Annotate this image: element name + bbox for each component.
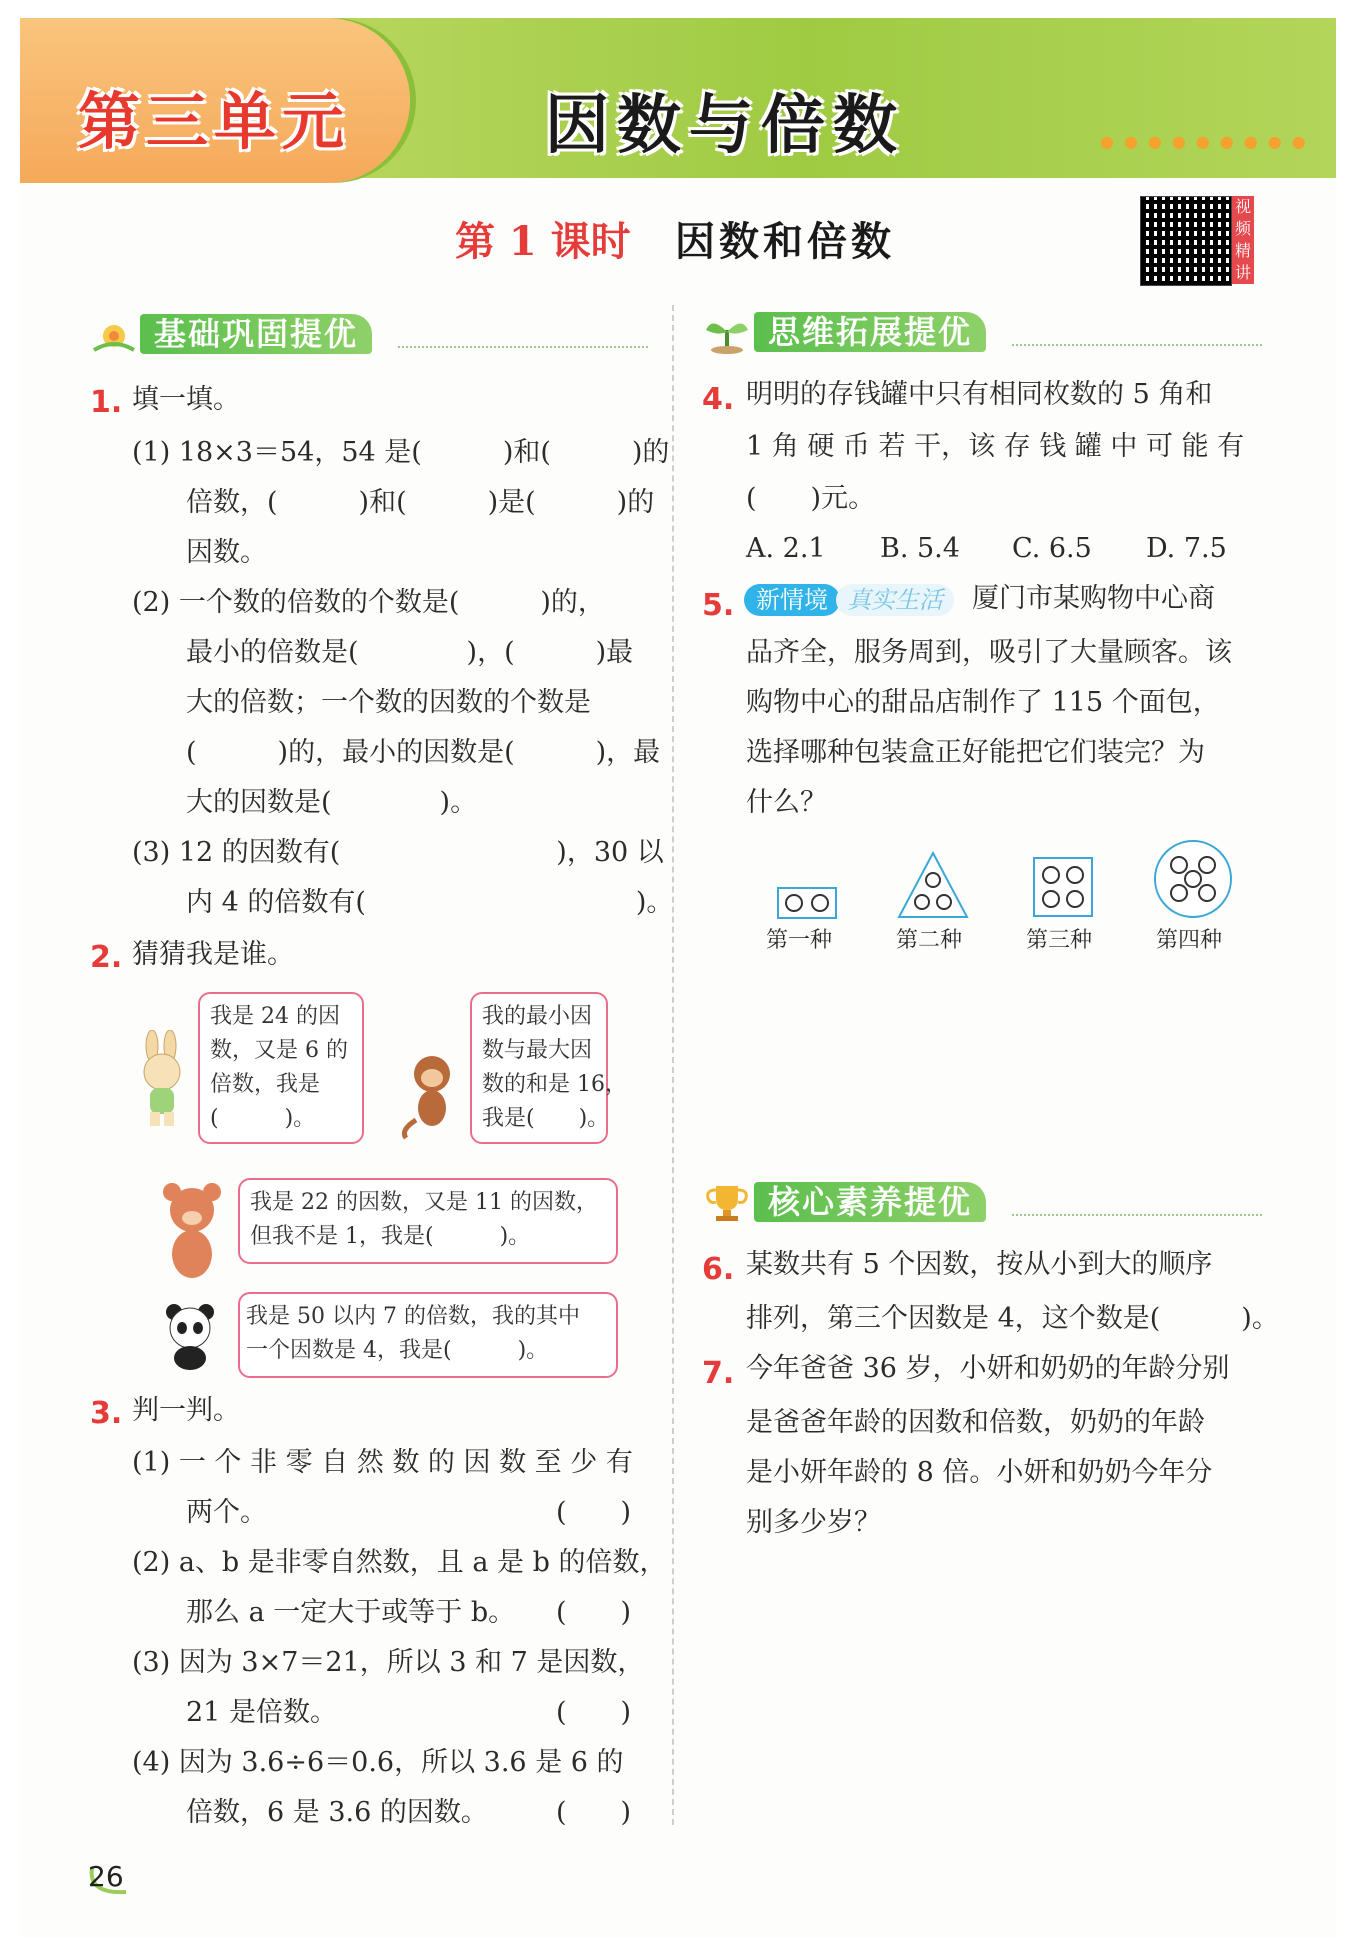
q1-line: (3) 12 的因数有( )，30 以 — [132, 837, 664, 868]
q5-line: 品齐全，服务周到，吸引了大量顾客。该 — [746, 637, 1232, 668]
real-life-badge: 真实生活 — [836, 584, 954, 616]
q3-answer-paren[interactable]: ( ) — [556, 1797, 632, 1828]
sun-flower-icon — [88, 312, 138, 356]
q3-answer-paren[interactable]: ( ) — [556, 1697, 632, 1728]
q7-line: 是小妍年龄的 8 倍。小妍和奶奶今年分 — [746, 1457, 1213, 1488]
section-core — [702, 1180, 1262, 1224]
q4-option-c[interactable]: C. 6.5 — [1012, 533, 1092, 564]
q1-line: ( )的，最小的因数是( )，最 — [186, 737, 661, 768]
section-extend-line — [1012, 344, 1262, 346]
panda-line: 一个因数是 4，我是( )。 — [246, 1338, 549, 1363]
q3-line: 21 是倍数。 — [186, 1697, 337, 1728]
trophy-icon — [702, 1180, 752, 1224]
bear-line: 我是 22 的因数，又是 11 的因数， — [250, 1190, 598, 1215]
q4-line: 1 角 硬 币 若 干，该 存 钱 罐 中 可 能 有 — [746, 431, 1245, 462]
q1-line: (1) 18×3＝54，54 是( )和( )的 — [132, 437, 670, 468]
q4-option-d[interactable]: D. 7.5 — [1146, 533, 1227, 564]
q5-line: 选择哪种包装盒正好能把它们装完？为 — [746, 737, 1205, 768]
q4-line: ( )元。 — [746, 483, 876, 514]
box-type-2-icon — [896, 850, 970, 920]
q1-line: (2) 一个数的倍数的个数是( )的， — [132, 587, 605, 618]
lesson-title: 因数和倍数 — [675, 218, 895, 265]
q3-line: (3) 因为 3×7＝21，所以 3 和 7 是因数， — [132, 1647, 645, 1678]
new-context-badge: 新情境 — [744, 584, 840, 616]
q1-title: 填一填。 — [132, 384, 240, 415]
box-type-4-icon — [1152, 838, 1234, 920]
q1-line: 倍数，( )和( )是( )的 — [186, 487, 655, 518]
unit-title: 第三单元 — [78, 85, 351, 158]
q1-number: 1. — [90, 385, 123, 420]
q6-number: 6. — [702, 1252, 735, 1287]
q1-line: 大的倍数；一个数的因数的个数是 — [186, 687, 591, 718]
box-type-1-icon — [776, 886, 838, 920]
q1-line: 因数。 — [186, 537, 267, 568]
qr-code-icon[interactable] — [1140, 196, 1232, 286]
q4-line: 明明的存钱罐中只有相同枚数的 5 角和 — [746, 379, 1213, 410]
q1-line: 内 4 的倍数有( )。 — [186, 887, 674, 918]
q6-line: 排列，第三个因数是 4，这个数是( )。 — [746, 1303, 1279, 1334]
section-extend-label: 思维拓展提优 — [754, 312, 986, 352]
q2-title: 猜猜我是谁。 — [132, 939, 294, 970]
q4-number: 4. — [702, 382, 735, 417]
header-dots-decoration: ●●●●●●●●● — [1100, 132, 1316, 151]
rabbit-icon — [132, 1030, 194, 1130]
q7-line: 今年爸爸 36 岁，小妍和奶奶的年龄分别 — [746, 1353, 1230, 1384]
q5-line: 厦门市某购物中心商 — [972, 583, 1215, 614]
bear-icon — [152, 1178, 232, 1282]
box-type-3-icon — [1032, 856, 1094, 918]
section-basic-label: 基础巩固提优 — [140, 314, 372, 354]
q3-line: (1) 一 个 非 零 自 然 数 的 因 数 至 少 有 — [132, 1447, 633, 1478]
q1-line: 最小的倍数是( )，( )最 — [186, 637, 634, 668]
q3-line: (4) 因为 3.6÷6＝0.6，所以 3.6 是 6 的 — [132, 1747, 624, 1778]
column-divider — [672, 305, 674, 1825]
sprout-icon — [702, 310, 752, 354]
box-type-4-label: 第四种 — [1156, 928, 1223, 953]
panda-line: 我是 50 以内 7 的倍数，我的其中 — [246, 1304, 580, 1329]
box-type-3-label: 第三种 — [1026, 928, 1093, 953]
q4-option-a[interactable]: A. 2.1 — [746, 533, 826, 564]
q4-option-b[interactable]: B. 5.4 — [880, 533, 960, 564]
q2-number: 2. — [90, 940, 123, 975]
rabbit-line: 我是 24 的因 — [210, 1004, 340, 1029]
q3-answer-paren[interactable]: ( ) — [556, 1497, 632, 1528]
q3-line: 那么 a 一定大于或等于 b。 — [186, 1597, 516, 1628]
qr-video-tag: 视频精讲 — [1232, 196, 1254, 284]
q7-line: 别多少岁？ — [746, 1507, 881, 1538]
section-core-line — [1012, 1214, 1262, 1216]
bear-line: 但我不是 1，我是( )。 — [250, 1224, 531, 1249]
monkey-line: 我的最小因 — [482, 1004, 593, 1029]
rabbit-line: 数，又是 6 的 — [210, 1038, 348, 1063]
q3-line: (2) a、b 是非零自然数，且 a 是 b 的倍数， — [132, 1547, 667, 1578]
page-number: 26 — [88, 1860, 124, 1893]
q3-title: 判一判。 — [132, 1395, 240, 1426]
box-type-1-label: 第一种 — [766, 928, 833, 953]
q3-number: 3. — [90, 1396, 123, 1431]
section-core-label: 核心素养提优 — [754, 1182, 986, 1222]
monkey-line: 数与最大因 — [482, 1038, 593, 1063]
rabbit-line: 倍数，我是 — [210, 1072, 321, 1097]
monkey-icon — [396, 1050, 468, 1140]
q3-line: 倍数，6 是 3.6 的因数。 — [186, 1797, 488, 1828]
section-basic-line — [398, 346, 648, 348]
monkey-line: 我是( )。 — [482, 1106, 610, 1131]
q5-line: 购物中心的甜品店制作了 115 个面包， — [746, 687, 1220, 718]
q3-line: 两个。 — [186, 1497, 267, 1528]
monkey-line: 数的和是 16， — [482, 1072, 627, 1097]
section-basic — [88, 312, 648, 356]
section-extend — [702, 310, 1262, 354]
panda-icon — [160, 1300, 220, 1372]
q6-line: 某数共有 5 个因数，按从小到大的顺序 — [746, 1249, 1213, 1280]
q7-number: 7. — [702, 1356, 735, 1391]
q3-answer-paren[interactable]: ( ) — [556, 1597, 632, 1628]
lesson-number: 第 1 课时 — [455, 218, 631, 265]
rabbit-line: ( )。 — [210, 1106, 316, 1131]
topic-title: 因数与倍数 — [545, 89, 905, 163]
q7-line: 是爸爸年龄的因数和倍数，奶奶的年龄 — [746, 1407, 1205, 1438]
box-type-2-label: 第二种 — [896, 928, 963, 953]
q1-line: 大的因数是( )。 — [186, 787, 478, 818]
q5-number: 5. — [702, 588, 735, 623]
q5-line: 什么？ — [746, 787, 827, 818]
